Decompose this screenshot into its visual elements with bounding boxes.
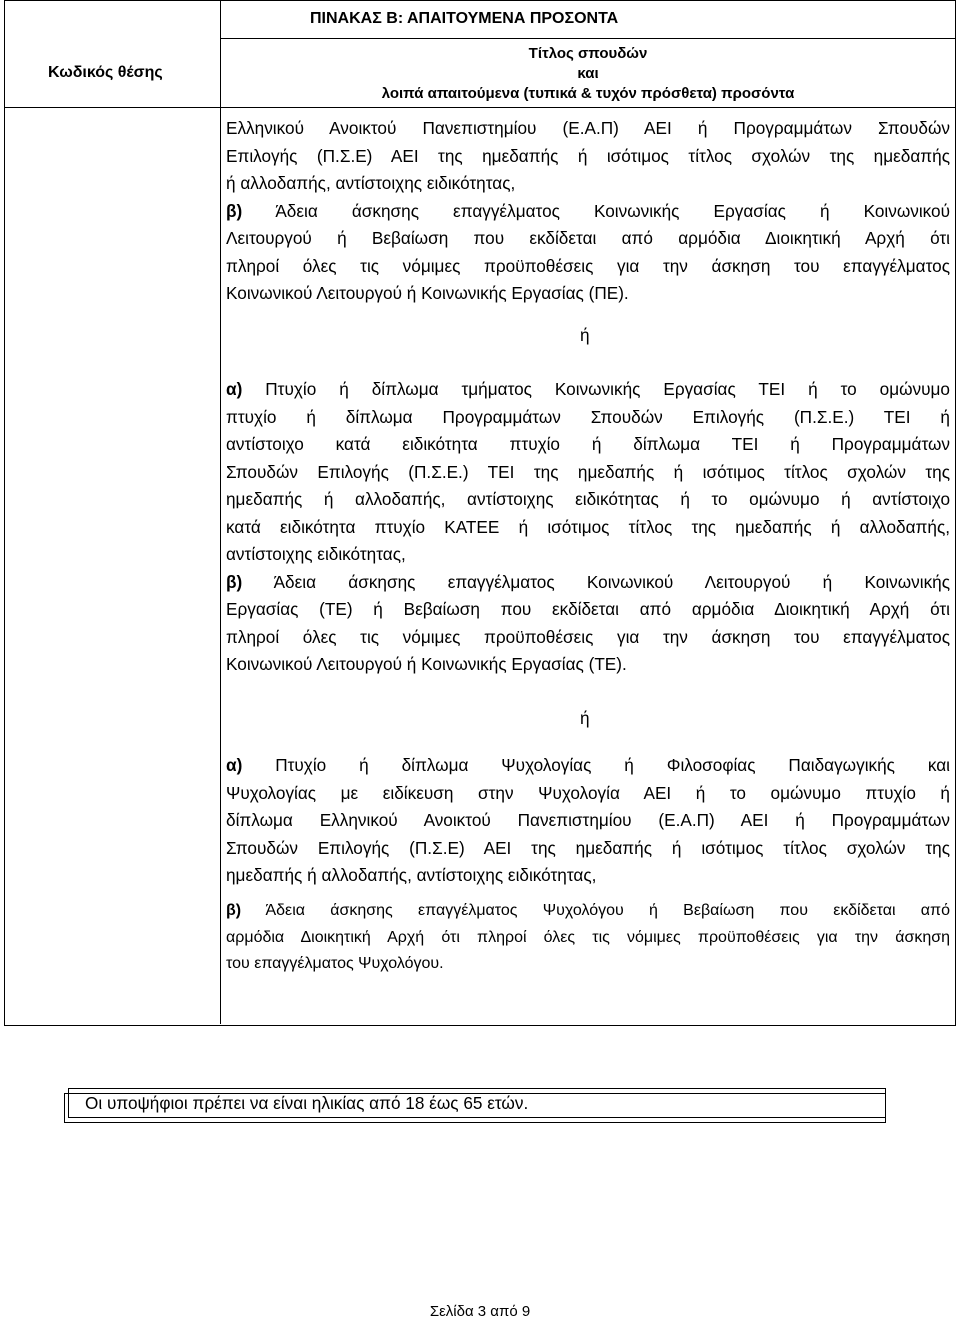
a-marker: α) [226,755,243,775]
text-line: κατά ειδικότητα πτυχίο ΚΑΤΕΕ ή ισότιμος τίτλος της ημεδαπής ή αλλοδαπής, [226,516,950,537]
b-text: Άδεια άσκησης επαγγέλματος Κοινωνικής Εργασίας ή Κοινωνικού [275,200,950,221]
b-marker: β) [226,200,243,221]
text-line: αντίστοιχο κατά ειδικότητα πτυχίο ή δίπλωμα ΤΕΙ ή Προγραμμάτων [226,434,950,454]
text-line: Λειτουργού ή Βεβαίωση που εκδίδεται από αρμόδια Διοικητική Αρχή ότι [226,228,950,248]
b-text: Άδεια άσκησης επαγγέλματος Κοινωνικού Λειτουργού ή Κοινωνικής [273,571,951,592]
or-separator-2: ή [580,708,590,728]
text-line: Επιλογής (Π.Σ.Ε) ΑΕΙ της ημεδαπής ή ισότιμος τίτλος σχολών της ημεδαπής [226,145,950,166]
header-row-divider [5,107,955,108]
text-line: δίπλωμα Ελληνικού Ανοικτού Πανεπιστημίου (Ε.Α.Π) ΑΕΙ ή Προγραμμάτων [226,810,950,830]
b-marker: β) [226,571,243,592]
column-divider [220,0,221,1024]
text-line: πληροί όλες τις νόμιμες προϋποθέσεις για την άσκηση του επαγγέλματος [226,255,950,276]
section-3b-paragraph [226,898,950,978]
text-line: πτυχίο ή δίπλωμα Προγραμμάτων Σπουδών Επιλογής (Π.Σ.Ε.) ΤΕΙ ή [226,406,950,427]
text-line: Κοινωνικού Λειτουργού ή Κοινωνικής Εργασίας (ΠΕ). [226,283,629,303]
qual-header-line-3: λοιπά απαιτούμενα (τυπικά & τυχόν πρόσθετα) προσόντα [381,85,795,102]
or-separator-1: ή [580,325,590,345]
text-line: Κοινωνικού Λειτουργού ή Κοινωνικής Εργασίας (ΤΕ). [226,654,627,674]
text-line-a [226,376,950,404]
qual-header-line-1: Τίτλος σπουδών [528,45,648,62]
text-line: Σπουδών Επιλογής (Π.Σ.Ε) ΑΕΙ της ημεδαπής ή ισότιμος τίτλος σχολών της [226,837,950,858]
qualifications-column-header [223,44,953,104]
page-number: Σελίδα 3 από 9 [429,1303,531,1320]
section-2-paragraph [226,376,950,679]
table-top-border [4,0,956,1]
text-line: ημεδαπής ή αλλοδαπής, αντίστοιχης ειδικότητας ή το ομώνυμο ή αντίστοιχο [226,489,950,509]
a-text: Πτυχίο ή δίπλωμα τμήματος Κοινωνικής Εργασίας ΤΕΙ ή το ομώνυμο [265,379,950,399]
title-row-divider [220,38,955,39]
text-line-a [226,752,950,780]
text-line: αρμόδια Διοικητική Αρχή ότι πληροί όλες τις νόμιμες προϋποθέσεις για την άσκηση [226,928,950,946]
b-marker: β) [226,902,242,919]
section-1-paragraph [226,115,950,308]
qual-header-line-2: και [577,65,599,82]
text-line: Ψυχολογίας με ειδίκευση στην Ψυχολογία ΑΕΙ ή το ομώνυμο πτυχίο ή [226,782,950,803]
text-line: αντίστοιχης ειδικότητας, [226,544,406,564]
text-line: ή αλλοδαπής, αντίστοιχης ειδικότητας, [226,173,516,193]
text-line: του επαγγέλματος Ψυχολόγου. [226,955,444,972]
a-text: Πτυχίο ή δίπλωμα Ψυχολογίας ή Φιλοσοφίας Παιδαγωγικής και [275,755,950,775]
text-line: Σπουδών Επιλογής (Π.Σ.Ε.) ΤΕΙ της ημεδαπής ή ισότιμος τίτλος σχολών της [226,461,950,482]
text-line: πληροί όλες τις νόμιμες προϋποθέσεις για την άσκηση του επαγγέλματος [226,626,950,647]
b-text: Άδεια άσκησης επαγγέλματος Ψυχολόγου ή Βεβαίωση που εκδίδεται από [265,902,950,919]
text-line: ημεδαπής ή αλλοδαπής, αντίστοιχης ειδικότητας, [226,865,597,885]
text-line: Εργασίας (ΤΕ) ή Βεβαίωση που εκδίδεται από αρμόδια Διοικητική Αρχή ότι [226,599,950,619]
section-3-paragraph [226,752,950,890]
text-line-b [226,898,950,925]
table-title: ΠΙΝΑΚΑΣ Β: ΑΠΑΙΤΟΥΜΕΝΑ ΠΡΟΣΟΝΤΑ [310,10,619,27]
a-marker: α) [226,379,243,399]
age-requirement-text: Οι υποψήφιοι πρέπει να είναι ηλικίας από 18 έως 65 ετών. [85,1093,529,1113]
code-column-header: Κωδικός θέσης [48,64,163,81]
text-line: Ελληνικού Ανοικτού Πανεπιστημίου (Ε.Α.Π) ΑΕΙ ή Προγραμμάτων Σπουδών [226,118,950,138]
text-line-b [226,198,950,226]
text-line-b [226,569,950,597]
age-requirement-box [68,1088,886,1118]
